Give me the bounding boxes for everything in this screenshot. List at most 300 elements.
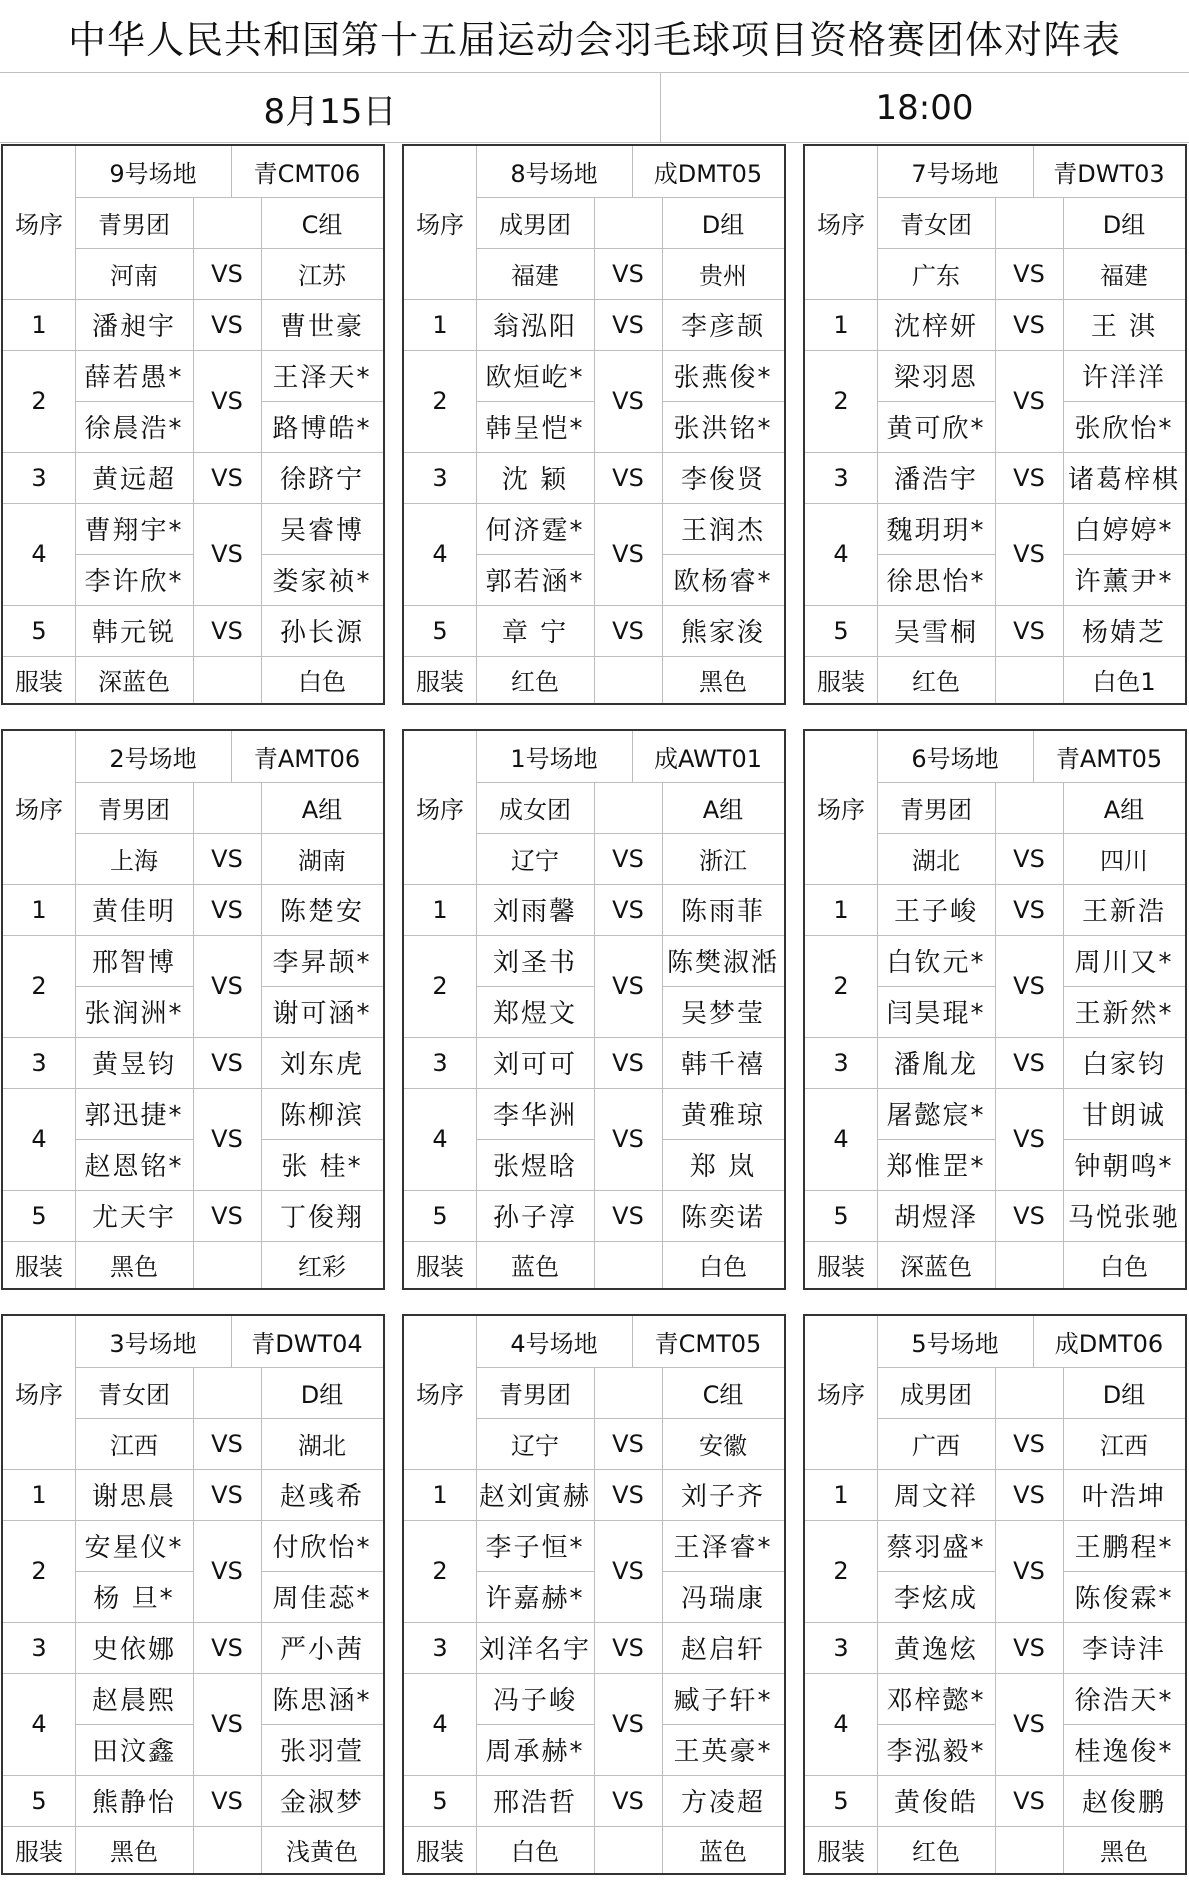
team-b: 四川 [1100, 847, 1148, 875]
match-number: 4 [833, 1710, 849, 1738]
uniform-label: 服装 [817, 1838, 865, 1866]
player-b: 叶浩坤 [1081, 1482, 1166, 1512]
player-a: 郭迅捷* [84, 1101, 184, 1131]
player-a: 黄昱钧 [91, 1050, 176, 1080]
player-a: 何济霆* [485, 516, 585, 546]
team-b: 贵州 [699, 262, 747, 290]
order-label: 场序 [416, 211, 464, 239]
page-title: 中华人民共和国第十五届运动会羽毛球项目资格赛团体对阵表 [67, 17, 1121, 62]
uniform-b: 白色 [699, 1253, 747, 1281]
match-code: 青AMT05 [1055, 745, 1163, 773]
date-time-row [0, 72, 1189, 143]
uniform-label: 服装 [416, 668, 464, 696]
match-number: 2 [31, 972, 47, 1000]
player-b: 臧子轩* [673, 1686, 773, 1716]
player-b: 王鹏程* [1074, 1533, 1174, 1563]
match-number: 3 [31, 1633, 47, 1662]
match-number: 4 [833, 540, 849, 568]
player-a: 李炫成 [893, 1584, 978, 1614]
uniform-a: 红色 [511, 668, 559, 696]
match-number: 2 [833, 387, 849, 415]
player-b: 王新然* [1074, 999, 1174, 1029]
vs-label: VS [1013, 844, 1045, 873]
uniform-a: 蓝色 [511, 1253, 559, 1281]
uniform-b: 黑色 [699, 668, 747, 696]
player-b: 丁俊翔 [279, 1203, 364, 1233]
uniform-b: 白色1 [1092, 668, 1156, 696]
match-number: 2 [432, 387, 448, 415]
vs-label: VS [1013, 1633, 1045, 1662]
player-a: 黄佳明 [91, 897, 176, 927]
player-a: 黄俊皓 [893, 1788, 978, 1818]
player-b: 许薰尹* [1074, 567, 1174, 597]
player-b: 王英豪* [673, 1737, 773, 1767]
player-b: 陈雨菲 [680, 897, 765, 927]
vs-label: VS [612, 1480, 644, 1509]
team-a: 广东 [912, 262, 960, 290]
vs-label: VS [1013, 1429, 1045, 1458]
vs-label: VS [1013, 387, 1045, 415]
player-a: 潘胤龙 [893, 1050, 978, 1080]
player-a: 周文祥 [893, 1482, 978, 1512]
player-a: 刘圣书 [492, 948, 577, 978]
match-number: 1 [31, 895, 47, 924]
player-b: 王 淇 [1090, 312, 1158, 342]
player-a: 赵恩铭* [84, 1152, 184, 1182]
vs-label: VS [612, 1557, 644, 1585]
match-number: 1 [432, 310, 448, 339]
uniform-b: 红彩 [298, 1253, 346, 1281]
match-number: 5 [31, 616, 47, 645]
order-label: 场序 [817, 211, 865, 239]
group-name: D组 [1102, 211, 1146, 239]
player-a: 许嘉赫* [485, 1584, 585, 1614]
player-b: 严小茜 [279, 1635, 364, 1665]
group-name: C组 [702, 1381, 744, 1409]
event-name: 成女团 [499, 796, 571, 824]
player-a: 郑惟罡* [886, 1152, 986, 1182]
player-b: 甘朗诚 [1081, 1101, 1166, 1131]
vs-label: VS [211, 1710, 243, 1738]
match-number: 1 [833, 895, 849, 924]
group-name: D组 [701, 211, 745, 239]
player-a: 周承赫* [485, 1737, 585, 1767]
event-name: 青男团 [499, 1381, 571, 1409]
vs-label: VS [211, 616, 243, 645]
player-a: 李华洲 [492, 1101, 577, 1131]
vs-label: VS [612, 895, 644, 924]
order-label: 场序 [416, 1381, 464, 1409]
player-b: 欧杨睿* [673, 567, 773, 597]
vs-label: VS [211, 1429, 243, 1458]
vs-label: VS [1013, 1201, 1045, 1230]
player-b: 吴睿博 [279, 516, 364, 546]
player-a: 徐晨浩* [84, 414, 184, 444]
player-a: 韩元锐 [91, 618, 176, 648]
group-name: A组 [301, 796, 343, 824]
team-a: 辽宁 [511, 847, 559, 875]
vs-label: VS [211, 1786, 243, 1815]
player-a: 孙子淳 [492, 1203, 577, 1233]
match-number: 3 [833, 463, 849, 492]
match-number: 4 [432, 540, 448, 568]
event-name: 成男团 [499, 211, 571, 239]
match-number: 4 [31, 1710, 47, 1738]
vs-label: VS [612, 387, 644, 415]
vs-label: VS [1013, 463, 1045, 492]
uniform-b: 白色 [298, 668, 346, 696]
player-a: 黄逸炫 [893, 1635, 978, 1665]
uniform-b: 白色 [1100, 1253, 1148, 1281]
match-number: 5 [833, 616, 849, 645]
player-a: 张润洲* [84, 999, 184, 1029]
event-name: 成男团 [900, 1381, 972, 1409]
player-a: 吴雪桐 [893, 618, 978, 648]
player-a: 梁羽恩 [893, 363, 978, 393]
player-a: 熊静怡 [91, 1788, 176, 1818]
player-a: 史依娜 [91, 1635, 176, 1665]
vs-label: VS [1013, 895, 1045, 924]
group-name: C组 [301, 211, 343, 239]
court-name: 4号场地 [510, 1330, 598, 1358]
player-b: 白婷婷* [1074, 516, 1174, 546]
match-code: 成DMT06 [1054, 1330, 1164, 1358]
player-b: 李昇颉* [272, 948, 372, 978]
match-number: 1 [31, 1480, 47, 1509]
player-a: 杨 旦* [93, 1584, 175, 1614]
match-number: 3 [432, 1633, 448, 1662]
uniform-label: 服装 [416, 1253, 464, 1281]
group-name: A组 [702, 796, 744, 824]
team-a: 广西 [912, 1432, 960, 1460]
player-a: 潘浩宇 [893, 465, 978, 495]
court-name: 7号场地 [911, 160, 999, 188]
event-name: 青女团 [98, 1381, 170, 1409]
match-number: 2 [833, 972, 849, 1000]
match-number: 2 [432, 1557, 448, 1585]
vs-label: VS [211, 310, 243, 339]
player-a: 闫昊琨* [886, 999, 986, 1029]
vs-label: VS [1013, 1786, 1045, 1815]
vs-label: VS [612, 1786, 644, 1815]
vs-label: VS [211, 1201, 243, 1230]
vs-label: VS [1013, 259, 1045, 288]
vs-label: VS [1013, 616, 1045, 645]
court-name: 6号场地 [911, 745, 999, 773]
player-b: 陈思涵* [272, 1686, 372, 1716]
match-code: 青DWT04 [251, 1330, 363, 1358]
match-number: 5 [31, 1786, 47, 1815]
court-table [1, 144, 385, 705]
player-a: 郑煜文 [492, 999, 577, 1029]
uniform-label: 服装 [416, 1838, 464, 1866]
uniform-a: 深蓝色 [98, 668, 170, 696]
player-a: 刘雨馨 [492, 897, 577, 927]
match-number: 1 [432, 1480, 448, 1509]
vs-label: VS [1013, 1480, 1045, 1509]
order-label: 场序 [15, 1381, 63, 1409]
player-b: 徐浩天* [1074, 1686, 1174, 1716]
event-name: 青男团 [900, 796, 972, 824]
vs-label: VS [1013, 972, 1045, 1000]
vs-label: VS [612, 540, 644, 568]
uniform-a: 红色 [912, 668, 960, 696]
player-b: 陈楚安 [279, 897, 364, 927]
player-b: 陈奕诺 [680, 1203, 765, 1233]
match-number: 1 [833, 310, 849, 339]
team-b: 福建 [1100, 262, 1148, 290]
player-b: 杨婧芝 [1081, 618, 1166, 648]
vs-label: VS [1013, 1557, 1045, 1585]
player-b: 刘子齐 [680, 1482, 765, 1512]
vs-label: VS [1013, 310, 1045, 339]
vs-label: VS [1013, 1125, 1045, 1153]
player-b: 王泽睿* [673, 1533, 773, 1563]
player-a: 冯子峻 [492, 1686, 577, 1716]
player-b: 张羽萱 [279, 1737, 364, 1767]
court-name: 2号场地 [109, 745, 197, 773]
uniform-a: 红色 [912, 1838, 960, 1866]
court-table [402, 1314, 786, 1875]
vs-label: VS [612, 1201, 644, 1230]
player-b: 熊家浚 [680, 618, 765, 648]
player-b: 钟朝鸣* [1074, 1152, 1174, 1182]
player-a: 李子恒* [485, 1533, 585, 1563]
player-a: 韩呈恺* [485, 414, 585, 444]
team-a: 上海 [110, 847, 158, 875]
order-label: 场序 [15, 796, 63, 824]
player-b: 张燕俊* [673, 363, 773, 393]
vs-label: VS [211, 1480, 243, 1509]
match-number: 3 [833, 1048, 849, 1077]
player-a: 邢浩哲 [492, 1788, 577, 1818]
player-a: 章 宁 [501, 618, 569, 648]
match-number: 2 [31, 387, 47, 415]
vs-label: VS [612, 844, 644, 873]
player-a: 黄远超 [91, 465, 176, 495]
vs-label: VS [612, 1710, 644, 1738]
court-table [1, 729, 385, 1290]
uniform-b: 黑色 [1100, 1838, 1148, 1866]
order-label: 场序 [416, 796, 464, 824]
vs-label: VS [1013, 540, 1045, 568]
uniform-label: 服装 [15, 1253, 63, 1281]
vs-label: VS [211, 387, 243, 415]
team-b: 安徽 [699, 1432, 747, 1460]
player-a: 赵晨熙 [91, 1686, 176, 1716]
uniform-label: 服装 [15, 668, 63, 696]
match-number: 3 [31, 1048, 47, 1077]
team-b: 湖南 [298, 847, 346, 875]
uniform-a: 深蓝色 [900, 1253, 972, 1281]
player-a: 黄可欣* [886, 414, 986, 444]
vs-label: VS [612, 463, 644, 492]
order-label: 场序 [817, 796, 865, 824]
court-name: 3号场地 [109, 1330, 197, 1358]
uniform-a: 黑色 [110, 1838, 158, 1866]
vs-label: VS [1013, 1710, 1045, 1738]
match-number: 3 [833, 1633, 849, 1662]
player-b: 孙长源 [279, 618, 364, 648]
player-b: 白家钧 [1081, 1050, 1166, 1080]
player-b: 王泽天* [272, 363, 372, 393]
uniform-label: 服装 [817, 1253, 865, 1281]
group-name: A组 [1103, 796, 1145, 824]
match-number: 2 [432, 972, 448, 1000]
match-number: 3 [31, 463, 47, 492]
uniform-a: 黑色 [110, 1253, 158, 1281]
player-a: 沈梓妍 [893, 312, 978, 342]
vs-label: VS [211, 972, 243, 1000]
player-a: 尤天宇 [91, 1203, 176, 1233]
uniform-label: 服装 [15, 1838, 63, 1866]
player-a: 曹翔宇* [84, 516, 184, 546]
player-b: 娄家祯* [272, 567, 372, 597]
player-a: 刘洋名宇 [478, 1635, 591, 1665]
player-b: 王新浩 [1081, 897, 1166, 927]
match-number: 5 [432, 1786, 448, 1815]
vs-label: VS [211, 1125, 243, 1153]
vs-label: VS [612, 1125, 644, 1153]
player-a: 魏玥玥* [886, 516, 986, 546]
court-table [402, 729, 786, 1290]
vs-label: VS [612, 972, 644, 1000]
court-table [803, 144, 1187, 705]
match-number: 2 [31, 1557, 47, 1585]
match-number: 1 [432, 895, 448, 924]
uniform-label: 服装 [817, 668, 865, 696]
player-b: 李诗沣 [1081, 1635, 1166, 1665]
match-code: 青DWT03 [1053, 160, 1165, 188]
vs-label: VS [211, 1048, 243, 1077]
vs-label: VS [612, 616, 644, 645]
player-b: 吴梦莹 [680, 999, 765, 1029]
uniform-b: 浅黄色 [286, 1838, 358, 1866]
player-b: 赵彧希 [279, 1482, 364, 1512]
vs-label: VS [211, 895, 243, 924]
player-a: 潘昶宇 [91, 312, 176, 342]
uniform-b: 蓝色 [699, 1838, 747, 1866]
player-b: 王润杰 [680, 516, 765, 546]
match-code: 青AMT06 [253, 745, 361, 773]
player-b: 陈俊霖* [1074, 1584, 1174, 1614]
team-b: 江苏 [298, 262, 346, 290]
match-time: 18:00 [875, 88, 974, 128]
player-b: 周川又* [1074, 948, 1174, 978]
player-b: 马悦张驰 [1067, 1203, 1180, 1233]
match-number: 4 [432, 1125, 448, 1153]
court-name: 1号场地 [510, 745, 598, 773]
court-table [803, 1314, 1187, 1875]
player-a: 薛若愚* [84, 363, 184, 393]
group-name: D组 [1102, 1381, 1146, 1409]
vs-label: VS [211, 844, 243, 873]
player-b: 许洋洋 [1081, 363, 1166, 393]
player-a: 李许欣* [84, 567, 184, 597]
player-b: 诸葛梓棋 [1067, 465, 1180, 495]
vs-label: VS [211, 1633, 243, 1662]
match-number: 4 [833, 1125, 849, 1153]
match-code: 成DMT05 [653, 160, 763, 188]
vs-label: VS [211, 540, 243, 568]
court-table [803, 729, 1187, 1290]
player-b: 谢可涵* [272, 999, 372, 1029]
court-name: 9号场地 [109, 160, 197, 188]
team-a: 江西 [110, 1432, 158, 1460]
player-b: 陈樊淑湉 [666, 948, 779, 978]
player-b: 陈柳滨 [279, 1101, 364, 1131]
player-b: 赵俊鹏 [1081, 1788, 1166, 1818]
player-a: 徐思怡* [886, 567, 986, 597]
match-number: 4 [31, 540, 47, 568]
match-code: 青CMT05 [654, 1330, 762, 1358]
team-a: 河南 [110, 262, 158, 290]
player-a: 郭若涵* [485, 567, 585, 597]
player-b: 郑 岚 [689, 1152, 757, 1182]
player-a: 欧烜屹* [485, 363, 585, 393]
player-a: 安星仪* [84, 1533, 184, 1563]
player-b: 路博皓* [272, 414, 372, 444]
match-number: 5 [833, 1201, 849, 1230]
player-a: 屠懿宸* [886, 1101, 986, 1131]
player-a: 赵刘寅赫 [478, 1482, 591, 1512]
match-date: 8月15日 [263, 91, 397, 132]
event-name: 青男团 [98, 796, 170, 824]
match-number: 3 [432, 1048, 448, 1077]
match-number: 4 [31, 1125, 47, 1153]
player-b: 徐跻宁 [279, 465, 364, 495]
vs-label: VS [211, 259, 243, 288]
player-b: 李彦颉 [680, 312, 765, 342]
match-code: 成AWT01 [653, 745, 763, 773]
match-number: 1 [31, 310, 47, 339]
team-b: 江西 [1100, 1432, 1148, 1460]
team-b: 浙江 [699, 847, 747, 875]
match-number: 1 [833, 1480, 849, 1509]
player-b: 张欣怡* [1074, 414, 1174, 444]
player-b: 桂逸俊* [1074, 1737, 1174, 1767]
player-b: 冯瑞康 [680, 1584, 765, 1614]
team-a: 辽宁 [511, 1432, 559, 1460]
player-b: 黄雅琼 [680, 1101, 765, 1131]
vs-label: VS [211, 463, 243, 492]
player-a: 蔡羽盛* [886, 1533, 986, 1563]
court-table [1, 1314, 385, 1875]
court-name: 8号场地 [510, 160, 598, 188]
player-b: 金淑梦 [279, 1788, 364, 1818]
player-a: 邓梓懿* [886, 1686, 986, 1716]
event-name: 青男团 [98, 211, 170, 239]
player-b: 付欣怡* [272, 1533, 372, 1563]
uniform-a: 白色 [511, 1838, 559, 1866]
player-a: 刘可可 [492, 1050, 577, 1080]
player-a: 田汶鑫 [91, 1737, 176, 1767]
court-name: 5号场地 [911, 1330, 999, 1358]
player-a: 李泓毅* [886, 1737, 986, 1767]
player-a: 王子峻 [893, 897, 978, 927]
match-number: 3 [432, 463, 448, 492]
player-b: 韩千禧 [680, 1050, 765, 1080]
match-number: 5 [833, 1786, 849, 1815]
order-label: 场序 [817, 1381, 865, 1409]
player-a: 沈 颖 [501, 465, 569, 495]
team-a: 福建 [511, 262, 559, 290]
match-code: 青CMT06 [253, 160, 361, 188]
player-b: 赵启轩 [680, 1635, 765, 1665]
player-b: 张 桂* [281, 1152, 363, 1182]
match-number: 2 [833, 1557, 849, 1585]
player-b: 方凌超 [680, 1788, 765, 1818]
